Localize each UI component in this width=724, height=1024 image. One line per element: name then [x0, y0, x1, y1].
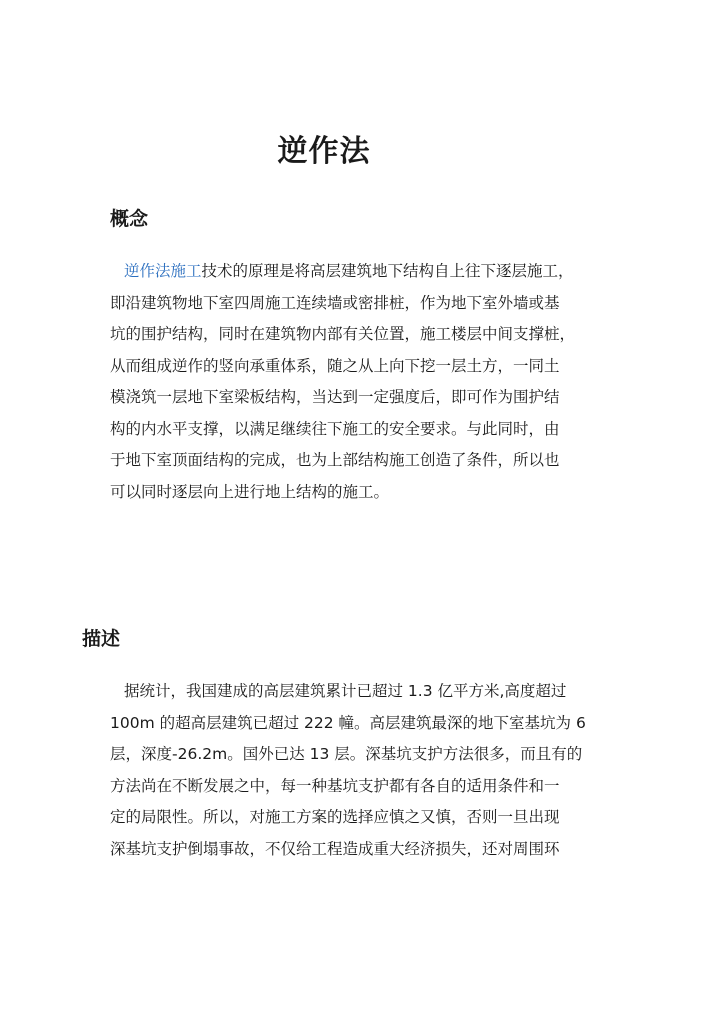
page-title: 逆作法 — [277, 134, 371, 169]
paragraph-line: 于地下室顶面结构的完成，也为上部结构施工创造了条件，所以也 — [110, 451, 560, 469]
paragraph-line: 层，深度-26.2m。国外已达 13 层。深基坑支护方法很多，而且有的 — [110, 745, 583, 763]
paragraph-line: 方法尚在不断发展之中，每一种基坑支护都有各自的适用条件和一 — [110, 776, 560, 795]
paragraph-line-text: 据统计，我国建成的高层建筑累计已超过 1.3 亿平方米,高度超过 — [124, 682, 567, 700]
paragraph-line: 构的内水平支撑，以满足继续往下施工的安全要求。与此同时，由 — [110, 419, 560, 438]
paragraph-line: 深基坑支护倒塌事故，不仅给工程造成重大经济损失，还对周围环 — [110, 839, 560, 858]
paragraph-line: 即沿建筑物地下室四周施工连续墙或密排桩，作为地下室外墙或基 — [110, 293, 560, 312]
paragraph-line — [110, 256, 620, 288]
section-heading-concept: 概念 — [110, 208, 149, 230]
paragraph-line: 坑的围护结构，同时在建筑物内部有关位置，施工楼层中间支撑桩， — [110, 325, 576, 343]
paragraph-line: 可以同时逐层向上进行地上结构的施工。 — [110, 482, 390, 501]
reverse-construction-link[interactable]: 逆作法施工 — [124, 262, 202, 280]
paragraph-line — [110, 676, 620, 708]
paragraph-line: 从而组成逆作的竖向承重体系，随之从上向下挖一层土方，一同土 — [110, 356, 560, 375]
paragraph-line-text: 技术的原理是将高层建筑地下结构自上往下逐层施工， — [201, 262, 574, 280]
concept-paragraph — [110, 256, 620, 508]
description-paragraph — [110, 676, 620, 865]
paragraph-line: 定的局限性。所以，对施工方案的选择应慎之又慎，否则一旦出现 — [110, 808, 560, 826]
paragraph-line: 模浇筑一层地下室梁板结构，当达到一定强度后，即可作为围护结 — [110, 388, 560, 406]
paragraph-line: 100m 的超高层建筑已超过 222 幢。高层建筑最深的地下室基坑为 6 — [110, 713, 586, 732]
section-heading-description: 描述 — [82, 628, 121, 650]
